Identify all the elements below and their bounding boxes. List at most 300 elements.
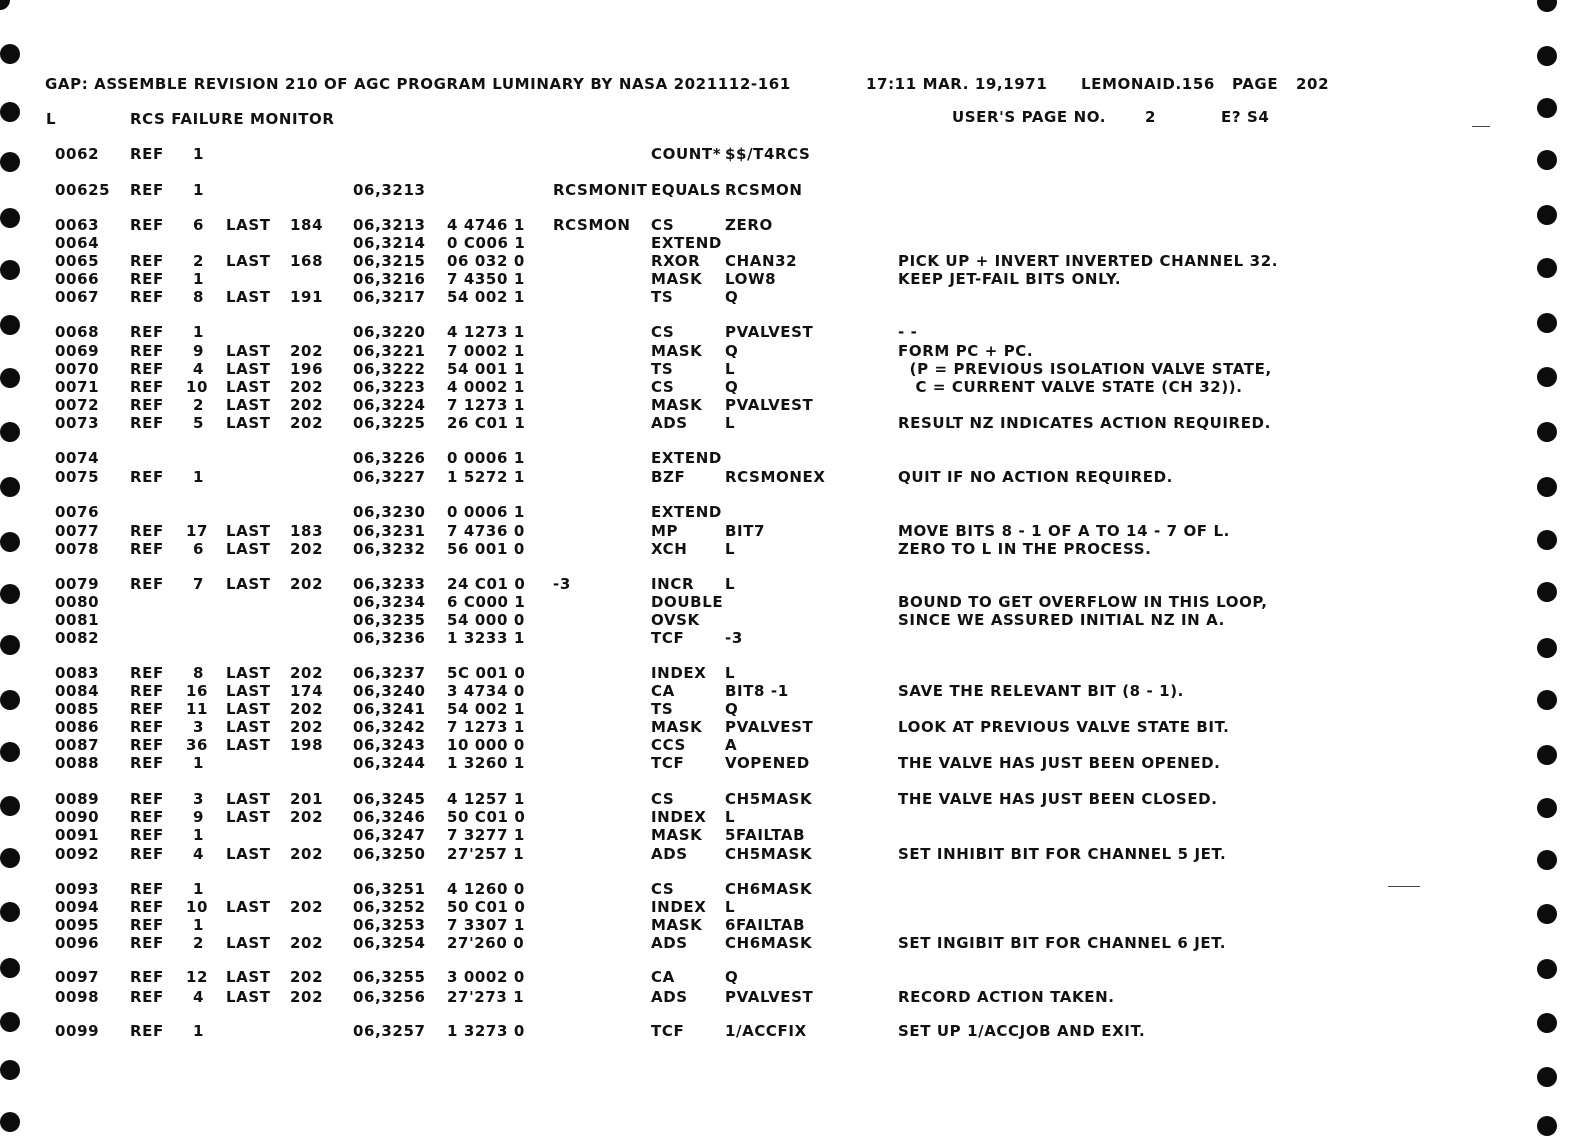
opcode: CS [651,880,675,898]
listing-line [0,754,1585,772]
opcode: COUNT* [651,145,722,163]
operand: ZERO [725,216,773,234]
opcode: MASK [651,718,703,736]
comment: (P = PREVIOUS ISOLATION VALVE STATE, [898,360,1272,378]
line-number: 0084 [55,682,100,700]
punch-hole [0,1112,20,1132]
opcode: TS [651,360,674,378]
octal-code: 54 002 1 [447,700,525,718]
memory-address: 06,3233 [353,575,426,593]
line-number: 0097 [55,968,100,986]
ref-count: 3 [192,790,204,808]
opcode: MASK [651,826,703,844]
octal-code: 26 C01 1 [447,414,526,432]
listing-line [0,449,1585,467]
opcode: ADS [651,988,688,1006]
ref-count: 8 [192,288,204,306]
memory-address: 06,3243 [353,736,426,754]
last-tag: LAST [226,360,271,378]
punch-hole [1537,98,1557,118]
line-number: 0092 [55,845,100,863]
line-number: 0062 [55,145,100,163]
memory-address: 06,3247 [353,826,426,844]
listing-line [0,790,1585,808]
ref-count: 1 [192,270,204,288]
line-number: 0078 [55,540,100,558]
ref-count: 2 [192,396,204,414]
ref-tag: REF [130,252,164,270]
listing-line [0,323,1585,341]
line-number: 0093 [55,880,100,898]
line-number: 0072 [55,396,100,414]
punch-hole [0,0,10,10]
comment: KEEP JET-FAIL BITS ONLY. [898,270,1122,288]
memory-address: 06,3213 [353,181,426,199]
ref-count: 6 [192,540,204,558]
line-number: 0082 [55,629,100,647]
comment: THE VALVE HAS JUST BEEN OPENED. [898,754,1221,772]
operand: PVALVEST [725,718,814,736]
ref-tag: REF [130,378,164,396]
ref-count: 17 [186,522,209,540]
octal-code: 50 C01 0 [447,808,526,826]
line-number: 0074 [55,449,100,467]
ref-tag: REF [130,575,164,593]
memory-address: 06,3215 [353,252,426,270]
opcode: XCH [651,540,688,558]
line-number: 0083 [55,664,100,682]
ref-count: 1 [192,916,204,934]
memory-address: 06,3236 [353,629,426,647]
memory-address: 06,3254 [353,934,426,952]
ref-tag: REF [130,754,164,772]
ref-tag: REF [130,468,164,486]
last-page: 202 [290,718,324,736]
section-title: RCS FAILURE MONITOR [130,110,335,128]
comment: SET INGIBIT BIT FOR CHANNEL 6 JET. [898,934,1227,952]
opcode: ADS [651,414,688,432]
memory-address: 06,3235 [353,611,426,629]
ref-count: 8 [192,664,204,682]
listing-header-title: GAP: ASSEMBLE REVISION 210 OF AGC PROGRAM LUMINARY BY NASA 2021112-161 [45,75,791,93]
octal-code: 06 032 0 [447,252,525,270]
last-tag: LAST [226,682,271,700]
page-number: 202 [1296,75,1330,93]
listing-line [0,718,1585,736]
ref-tag: REF [130,700,164,718]
listing-line [0,540,1585,558]
memory-address: 06,3231 [353,522,426,540]
punch-hole [1537,1067,1557,1087]
ref-count: 1 [192,323,204,341]
listing-line [0,845,1585,863]
octal-code: 54 001 1 [447,360,525,378]
ref-tag: REF [130,145,164,163]
log-letter: L [46,110,57,128]
last-tag: LAST [226,845,271,863]
octal-code: 50 C01 0 [447,898,526,916]
memory-address: 06,3232 [353,540,426,558]
ref-count: 4 [192,988,204,1006]
listing-line [0,270,1585,288]
opcode: CS [651,378,675,396]
octal-code: 4 1273 1 [447,323,525,341]
ref-tag: REF [130,736,164,754]
ref-tag: REF [130,323,164,341]
memory-address: 06,3226 [353,449,426,467]
ref-tag: REF [130,934,164,952]
opcode: INDEX [651,664,707,682]
memory-address: 06,3234 [353,593,426,611]
ref-tag: REF [130,360,164,378]
last-page: 202 [290,898,324,916]
memory-address: 06,3220 [353,323,426,341]
ref-tag: REF [130,1022,164,1040]
line-number: 0095 [55,916,100,934]
line-number: 0090 [55,808,100,826]
opcode: EXTEND [651,234,722,252]
comment: LOOK AT PREVIOUS VALVE STATE BIT. [898,718,1230,736]
line-number: 0086 [55,718,100,736]
operand: -3 [725,629,743,647]
ref-count: 1 [192,181,204,199]
memory-address: 06,3242 [353,718,426,736]
listing-line [0,593,1585,611]
ref-count: 10 [186,898,209,916]
opcode: CCS [651,736,686,754]
ref-tag: REF [130,522,164,540]
operand: VOPENED [725,754,810,772]
line-number: 0080 [55,593,100,611]
line-number: 00625 [55,181,111,199]
operand: CHAN32 [725,252,798,270]
operand: BIT8 -1 [725,682,789,700]
octal-code: 27'260 0 [447,934,525,952]
line-number: 0070 [55,360,100,378]
operand: LOW8 [725,270,777,288]
ref-count: 4 [192,845,204,863]
memory-address: 06,3253 [353,916,426,934]
opcode: MASK [651,270,703,288]
memory-address: 06,3245 [353,790,426,808]
ref-tag: REF [130,968,164,986]
comment: ZERO TO L IN THE PROCESS. [898,540,1152,558]
operand: L [725,664,736,682]
last-page: 196 [290,360,324,378]
octal-code: 0 C006 1 [447,234,526,252]
line-number: 0099 [55,1022,100,1040]
ref-count: 16 [186,682,209,700]
octal-code: 1 5272 1 [447,468,525,486]
last-page: 202 [290,700,324,718]
punch-hole [1537,1116,1557,1136]
listing-line [0,826,1585,844]
line-number: 0081 [55,611,100,629]
comment: RESULT NZ INDICATES ACTION REQUIRED. [898,414,1271,432]
octal-code: 4 1260 0 [447,880,525,898]
ref-tag: REF [130,664,164,682]
octal-code: 7 1273 1 [447,718,525,736]
operand: Q [725,342,739,360]
opcode: RXOR [651,252,701,270]
listing-line [0,898,1585,916]
ref-count: 2 [192,934,204,952]
listing-line [0,611,1585,629]
ref-tag: REF [130,808,164,826]
line-number: 0087 [55,736,100,754]
line-number: 0079 [55,575,100,593]
octal-code: 54 002 1 [447,288,525,306]
octal-code: 7 3277 1 [447,826,525,844]
memory-address: 06,3255 [353,968,426,986]
last-tag: LAST [226,736,271,754]
operand: $$/T4RCS [725,145,811,163]
last-page: 202 [290,396,324,414]
operand: RCSMON [725,181,803,199]
listing-line [0,342,1585,360]
operand: L [725,808,736,826]
listing-tag: E? S4 [1221,108,1270,126]
line-number: 0096 [55,934,100,952]
punch-hole [0,44,20,64]
comment: SAVE THE RELEVANT BIT (8 - 1). [898,682,1184,700]
ref-count: 1 [192,754,204,772]
ref-count: 1 [192,880,204,898]
operand: L [725,360,736,378]
listing-line [0,700,1585,718]
comment: QUIT IF NO ACTION REQUIRED. [898,468,1173,486]
stray-mark [1472,126,1490,127]
memory-address: 06,3223 [353,378,426,396]
octal-code: 1 3273 0 [447,1022,525,1040]
ref-count: 1 [192,468,204,486]
memory-address: 06,3237 [353,664,426,682]
last-page: 174 [290,682,324,700]
listing-line [0,252,1585,270]
ref-tag: REF [130,845,164,863]
line-number: 0073 [55,414,100,432]
listing-line [0,575,1585,593]
last-page: 184 [290,216,324,234]
ref-count: 4 [192,360,204,378]
listing-line [0,682,1585,700]
octal-code: 7 4350 1 [447,270,525,288]
last-page: 202 [290,664,324,682]
listing-line [0,145,1585,163]
line-number: 0098 [55,988,100,1006]
octal-code: 1 3233 1 [447,629,525,647]
listing-line [0,468,1585,486]
memory-address: 06,3214 [353,234,426,252]
last-page: 202 [290,808,324,826]
octal-code: 27'273 1 [447,988,525,1006]
listing-line [0,916,1585,934]
operand: CH6MASK [725,880,813,898]
last-tag: LAST [226,988,271,1006]
octal-code: 4 1257 1 [447,790,525,808]
last-page: 202 [290,378,324,396]
operand: PVALVEST [725,396,814,414]
last-tag: LAST [226,396,271,414]
punch-hole [0,102,20,122]
user-page-number: 2 [1145,108,1157,126]
operand: Q [725,968,739,986]
ref-tag: REF [130,270,164,288]
memory-address: 06,3225 [353,414,426,432]
octal-code: 4 4746 1 [447,216,525,234]
memory-address: 06,3241 [353,700,426,718]
memory-address: 06,3221 [353,342,426,360]
octal-code: 0 0006 1 [447,449,525,467]
opcode: MASK [651,342,703,360]
comment: SINCE WE ASSURED INITIAL NZ IN A. [898,611,1225,629]
comment: RECORD ACTION TAKEN. [898,988,1115,1006]
ref-count: 9 [192,808,204,826]
opcode: TCF [651,1022,685,1040]
operand: 5FAILTAB [725,826,806,844]
operand: CH5MASK [725,845,813,863]
memory-address: 06,3246 [353,808,426,826]
operand: A [725,736,738,754]
comment: THE VALVE HAS JUST BEEN CLOSED. [898,790,1218,808]
listing-line [0,1022,1585,1040]
listing-line [0,934,1585,952]
stray-mark [1388,886,1420,887]
opcode: MP [651,522,679,540]
listing-line [0,181,1585,199]
opcode: TCF [651,629,685,647]
octal-code: 54 000 0 [447,611,525,629]
octal-code: 56 001 0 [447,540,525,558]
ref-count: 1 [192,145,204,163]
punch-hole [1537,46,1557,66]
ref-count: 2 [192,252,204,270]
memory-address: 06,3224 [353,396,426,414]
ref-tag: REF [130,916,164,934]
ref-tag: REF [130,288,164,306]
comment: - - [898,323,918,341]
operand: PVALVEST [725,323,814,341]
listing-line [0,396,1585,414]
line-number: 0094 [55,898,100,916]
octal-code: 7 4736 0 [447,522,525,540]
ref-tag: REF [130,396,164,414]
listing-line [0,216,1585,234]
memory-address: 06,3251 [353,880,426,898]
punch-hole [0,1060,20,1080]
ref-tag: REF [130,216,164,234]
opcode: BZF [651,468,686,486]
line-number: 0088 [55,754,100,772]
listing-line [0,736,1585,754]
octal-code: 3 0002 0 [447,968,525,986]
last-tag: LAST [226,216,271,234]
listing-line [0,378,1585,396]
last-tag: LAST [226,540,271,558]
listing-line [0,288,1585,306]
opcode: OVSK [651,611,700,629]
memory-address: 06,3217 [353,288,426,306]
operand: 1/ACCFIX [725,1022,807,1040]
memory-address: 06,3244 [353,754,426,772]
symbol-label: -3 [553,575,571,593]
last-tag: LAST [226,288,271,306]
opcode: ADS [651,934,688,952]
opcode: TCF [651,754,685,772]
operand: L [725,414,736,432]
operand: Q [725,378,739,396]
comment: PICK UP + INVERT INVERTED CHANNEL 32. [898,252,1279,270]
last-tag: LAST [226,898,271,916]
opcode: MASK [651,396,703,414]
last-tag: LAST [226,700,271,718]
listing-line [0,522,1585,540]
last-page: 198 [290,736,324,754]
ref-tag: REF [130,880,164,898]
ref-tag: REF [130,342,164,360]
ref-tag: REF [130,988,164,1006]
listing-timestamp: 17:11 MAR. 19,1971 [866,75,1048,93]
ref-tag: REF [130,826,164,844]
opcode: CS [651,216,675,234]
opcode: MASK [651,916,703,934]
ref-count: 1 [192,1022,204,1040]
opcode: INDEX [651,808,707,826]
operand: Q [725,700,739,718]
last-tag: LAST [226,575,271,593]
user-page-label: USER'S PAGE NO. [952,108,1107,126]
operand: L [725,575,736,593]
last-tag: LAST [226,968,271,986]
ref-count: 3 [192,718,204,736]
last-tag: LAST [226,378,271,396]
listing-line [0,808,1585,826]
last-tag: LAST [226,718,271,736]
octal-code: 7 3307 1 [447,916,525,934]
last-page: 168 [290,252,324,270]
octal-code: 3 4734 0 [447,682,525,700]
ref-tag: REF [130,898,164,916]
line-number: 0089 [55,790,100,808]
opcode: TS [651,288,674,306]
ref-tag: REF [130,718,164,736]
ref-count: 6 [192,216,204,234]
ref-count: 9 [192,342,204,360]
last-tag: LAST [226,664,271,682]
opcode: TS [651,700,674,718]
listing-line [0,234,1585,252]
memory-address: 06,3250 [353,845,426,863]
ref-count: 36 [186,736,209,754]
last-tag: LAST [226,252,271,270]
memory-address: 06,3230 [353,503,426,521]
last-page: 202 [290,540,324,558]
octal-code: 0 0006 1 [447,503,525,521]
last-page: 183 [290,522,324,540]
comment: C = CURRENT VALVE STATE (CH 32)). [898,378,1243,396]
octal-code: 7 1273 1 [447,396,525,414]
last-tag: LAST [226,808,271,826]
memory-address: 06,3222 [353,360,426,378]
opcode: DOUBLE [651,593,724,611]
memory-address: 06,3256 [353,988,426,1006]
comment: SET INHIBIT BIT FOR CHANNEL 5 JET. [898,845,1227,863]
octal-code: 1 3260 1 [447,754,525,772]
line-number: 0068 [55,323,100,341]
last-tag: LAST [226,414,271,432]
last-tag: LAST [226,342,271,360]
opcode: INDEX [651,898,707,916]
